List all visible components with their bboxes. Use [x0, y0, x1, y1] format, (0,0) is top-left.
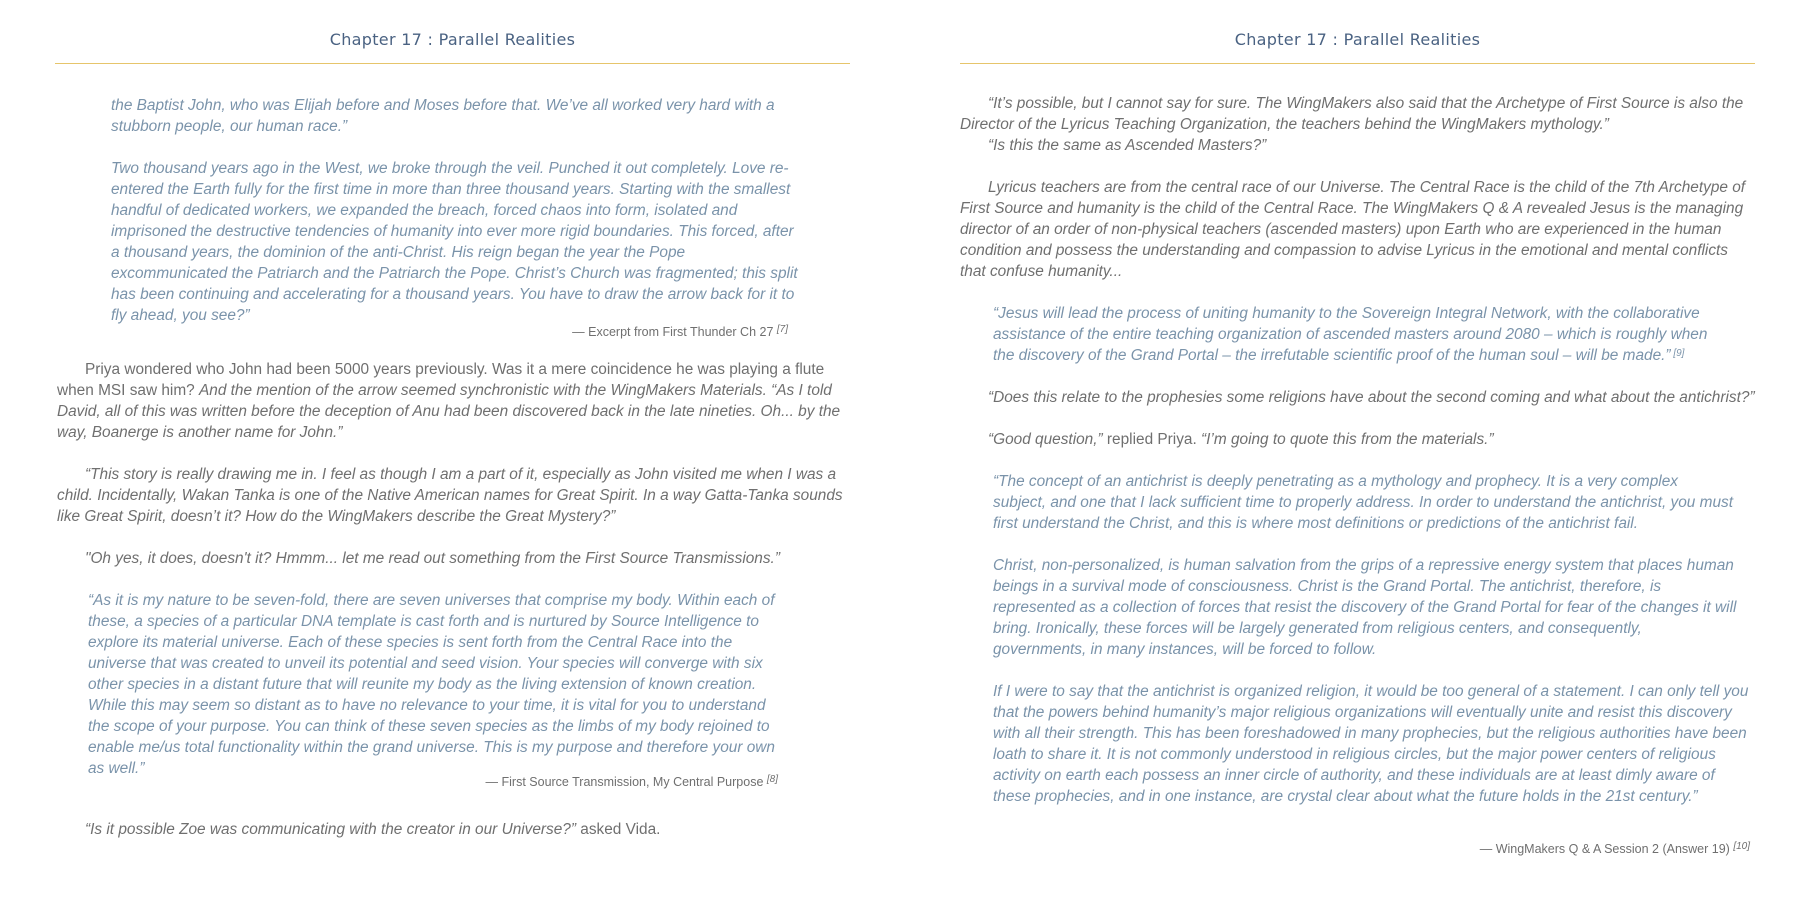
- narration: asked Vida.: [576, 821, 661, 838]
- narration: replied Priya.: [1102, 431, 1202, 448]
- header-divider: [55, 63, 850, 64]
- body-paragraph: [57, 359, 847, 443]
- citation: [993, 839, 1750, 860]
- block-quote: Two thousand years ago in the West, we broke through the veil. Punched it out completely. Love re-entered the Earth fully for the first time in more than three thousand years. Starting with the smallest handful of dedicated workers, we expanded the breach, forced chaos into form, isolated and imprisoned the destructive tendencies of humanity into ever more rigid boundaries. This forced, after a thousand years, the dominion of the anti-Christ. His reign began the year the Pope excommunicated the Patriarch and the Patriarch the Pope. Christ’s Church was fragmented; this split has been continuing and accelerating for a thousand years. You have to draw the arrow back for it to fly ahead, you see?”: [111, 160, 798, 324]
- block-quote: [993, 303, 1708, 366]
- body-paragraph: Lyricus teachers are from the central race of our Universe. The Central Race is the child of the 7th Archetype of First Source and humanity is the child of the Central Race. The WingMakers Q & A revealed Jesus is the managing director of an order of non-physical teachers (ascended masters) upon Earth who are experienced in the human condition and possess the understanding and compassion to advise Lyricus in the emotional and mental conflicts that confuse humanity...: [960, 179, 1746, 280]
- dialogue: “I’m going to quote this from the materials.”: [1201, 431, 1494, 448]
- footnote-ref[interactable]: [9]: [1670, 348, 1685, 359]
- body-paragraph: [85, 819, 845, 840]
- header-divider: [960, 63, 1755, 64]
- quote-text: “Jesus will lead the process of uniting humanity to the Sovereign Integral Network, with the collaborative assistance of the entire teaching organization of ascended masters around 2080 – which is roughly when the discovery of the Grand Portal – the irrefutable scientific proof of the human soul – will be made.”: [993, 305, 1708, 364]
- body-paragraph: “Does this relate to the prophesies some religions have about the second coming and what about the antichrist?”: [988, 389, 1755, 406]
- block-quote: “As it is my nature to be seven-fold, there are seven universes that comprise my body. Within each of these, a species of a particular DNA template is cast forth and is nurtured by Source Intelligence to explore its material universe. Each of these species is sent forth from the Central Race into the universe that was created to unveil its potential and seed vision. Your species will converge with six other species in a distant future that will reunite my body as the living extension of known creation. While this may seem so distant as to have no relevance to your time, it is vital for you to understand the scope of your purpose. You can think of these seven species as the limbs of my body rejoined to enable me/us total functionality within the grand universe. This is my purpose and therefore your own as well.”: [88, 592, 775, 777]
- block-quote: Christ, non-personalized, is human salvation from the grips of a repressive energy system that places human beings in a survival mode of consciousness. Christ is the Grand Portal. The antichrist, therefore, is represented as a collection of forces that resist the discovery of the Grand Portal for fear of the changes it will bring. Ironically, these forces will be largely generated from religious centers, and consequently, governments, in many instances, will be forced to follow.: [993, 557, 1737, 658]
- citation-text: — WingMakers Q & A Session 2 (Answer 19): [1479, 842, 1734, 856]
- dialogue: “Good question,”: [988, 431, 1103, 448]
- body-paragraph: [960, 429, 1755, 450]
- citation-text: — Excerpt from First Thunder Ch 27: [572, 325, 777, 339]
- right-page: [960, 0, 1755, 900]
- body-paragraph: “It’s possible, but I cannot say for sure. The WingMakers also said that the Archetype of First Source is also the Director of the Lyricus Teaching Organization, the teachers behind the WingMakers mythology.”: [960, 95, 1744, 133]
- left-page: [55, 0, 850, 900]
- footnote-ref[interactable]: [7]: [776, 324, 788, 335]
- dialogue: And the mention of the arrow seemed synchronistic with the WingMakers Materials. “As I told David, all of this was written before the deception of Anu had been discovered back in the late nineties. Oh... by the way, Boanerge is another name for John.”: [57, 382, 841, 441]
- page-header-title: Chapter 17 : Parallel Realities: [1234, 30, 1481, 49]
- citation: [88, 772, 778, 793]
- dialogue: “Is it possible Zoe was communicating with the creator in our Universe?”: [85, 821, 576, 838]
- page-header-title: Chapter 17 : Parallel Realities: [329, 30, 576, 49]
- narration: Priya wondered who John had been 5000 years previously. Was it a mere coincidence he was playing a flute when MSI saw him?: [57, 361, 825, 399]
- body-paragraph: “This story is really drawing me in. I feel as though I am a part of it, especially as John visited me when I was a child. Incidentally, Wakan Tanka is one of the Native American names for Great Spirit. In a way Gatta-Tanka sounds like Great Spirit, doesn’t it? How do the WingMakers describe the Great Mystery?”: [57, 466, 843, 525]
- block-quote: “The concept of an antichrist is deeply penetrating as a mythology and prophecy. It is a very complex subject, and one that I lack sufficient time to properly address. In order to understand the antichrist, you must first understand the Christ, and this is where most definitions or predictions of the antichrist fail.: [993, 473, 1733, 532]
- citation: [111, 322, 788, 343]
- footnote-ref[interactable]: [10]: [1733, 841, 1750, 852]
- quote-line: the Baptist John, who was Elijah before and Moses before that. We’ve all worked very hard with a: [111, 97, 775, 114]
- body-paragraph: “Is this the same as Ascended Masters?”: [988, 137, 1267, 154]
- footnote-ref[interactable]: [8]: [766, 774, 778, 785]
- citation-text: — First Source Transmission, My Central Purpose: [485, 775, 767, 789]
- block-quote: If I were to say that the antichrist is organized religion, it would be too general of a statement. I can only tell you that the powers behind humanity’s major religious organizations will eventually unite and resist this discovery with all their strength. This has been foreshadowed in many prophecies, but the religious authorities have been loath to share it. It is not commonly understood in religious circles, but the major power centers of religious activity on earth each possess an inner circle of authority, and these individuals are at least dimly aware of these prophecies, and in one instance, are crystal clear about what the future holds in the 21st century.”: [993, 683, 1749, 805]
- body-paragraph: "Oh yes, it does, doesn't it? Hmmm... let me read out something from the First Source Transmissions.”: [85, 550, 780, 567]
- quote-line: stubborn people, our human race.”: [111, 118, 348, 135]
